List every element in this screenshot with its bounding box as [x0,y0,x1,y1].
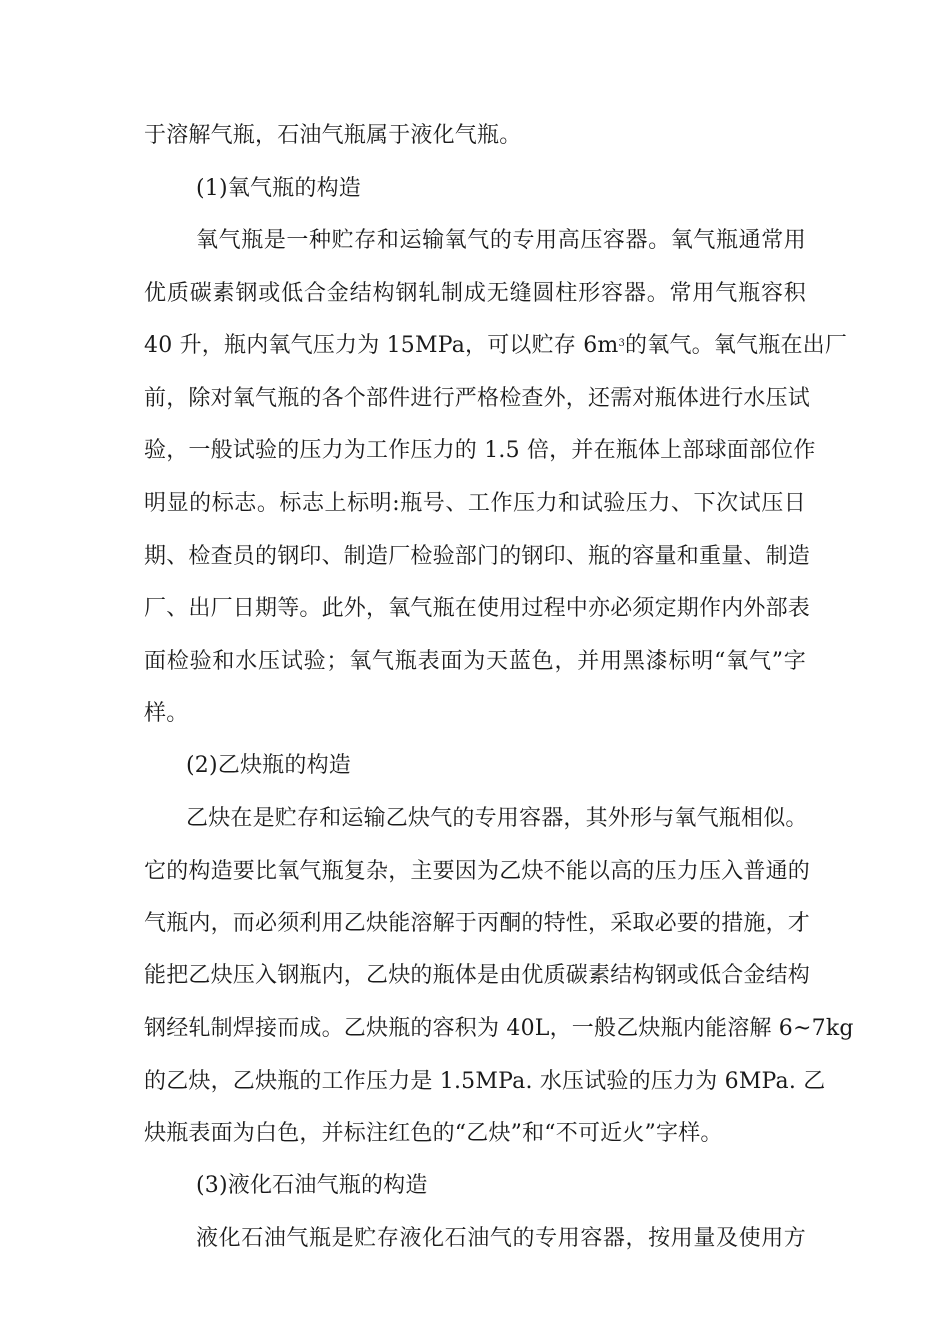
paragraph-line: 期、检查员的钢印、制造厂检验部门的钢印、瓶的容量和重量、制造 [144,544,811,569]
paragraph-line: 气瓶内，而必须利用乙炔能溶解于丙酮的特性，采取必要的措施，才 [144,911,811,936]
paragraph-line: 的乙炔，乙炔瓶的工作压力是 1.5MPa. 水压试验的压力为 6MPa. 乙 [144,1069,826,1094]
superscript: 3 [618,338,626,349]
paragraph-line: 面检验和水压试验；氧气瓶表面为天蓝色，并用黑漆标明“氧气”字 [144,649,806,674]
paragraph-line: 它的构造要比氧气瓶复杂，主要因为乙炔不能以高的压力压入普通的 [144,859,811,884]
section-heading-lpg: (3)液化石油气瓶的构造 [196,1173,428,1198]
paragraph-line [144,332,848,360]
paragraph-line: 前，除对氧气瓶的各个部件进行严格检查外，还需对瓶体进行水压试 [144,386,811,411]
paragraph-line: 钢经轧制焊接而成。乙炔瓶的容积为 40L，一般乙炔瓶内能溶解 6~7kg [144,1016,854,1041]
text-segment: 40 升，瓶内氧气压力为 15MPa，可以贮存 6m [144,333,619,358]
paragraph-line: 液化石油气瓶是贮存液化石油气的专用容器，按用量及使用方 [196,1226,806,1251]
intro-line: 于溶解气瓶，石油气瓶属于液化气瓶。 [144,123,522,148]
paragraph-line: 明显的标志。标志上标明:瓶号、工作压力和试验压力、下次试压日 [144,491,806,516]
paragraph-line: 厂、出厂日期等。此外，氧气瓶在使用过程中亦必须定期作内外部表 [144,596,811,621]
paragraph-line: 乙炔在是贮存和运输乙炔气的专用容器，其外形与氧气瓶相似。 [186,806,808,831]
paragraph-line: 验，一般试验的压力为工作压力的 1.5 倍，并在瓶体上部球面部位作 [144,438,816,463]
paragraph-line: 优质碳素钢或低合金结构钢轧制成无缝圆柱形容器。常用气瓶容积 [144,281,806,306]
paragraph-line: 炔瓶表面为白色，并标注红色的“乙炔”和“不可近火”字样。 [144,1121,723,1146]
section-heading-acetylene: (2)乙炔瓶的构造 [186,753,351,778]
paragraph-line: 样。 [144,701,189,726]
paragraph-line: 能把乙炔压入钢瓶内，乙炔的瓶体是由优质碳素结构钢或低合金结构 [144,963,811,988]
paragraph-line: 氧气瓶是一种贮存和运输氧气的专用高压容器。氧气瓶通常用 [196,228,806,253]
section-heading-oxygen: (1)氧气瓶的构造 [196,176,361,201]
text-segment: 的氧气。氧气瓶在出厂 [625,333,848,358]
